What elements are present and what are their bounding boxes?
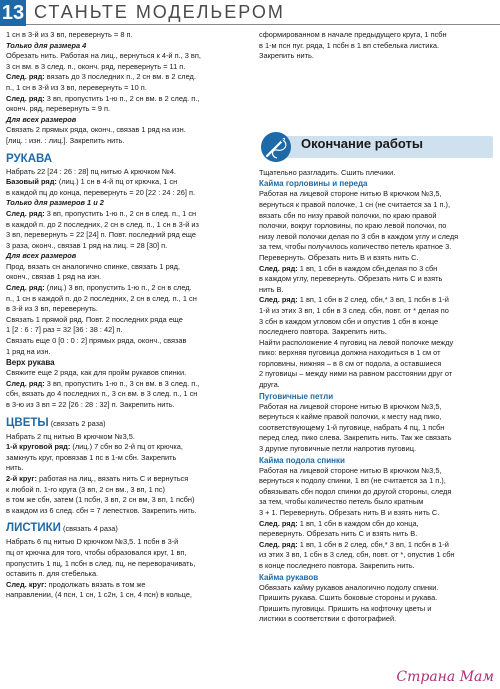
text-line: Связать 2 прямых ряда, оконч., связав 1 ряд на изн. — [6, 125, 186, 135]
text-line: в том же сбн, затем (1 псбн, 3 вп, 2 сн вм, 3 вп, 1 псбн) — [6, 495, 195, 505]
text-line: 1-й из этих 3 вп, 1 сбн в 3 след. сбн, повт. от * делая по — [259, 305, 449, 315]
text-line: вернуться к правой полочке, 1 сн (не считается за 1 п.), — [259, 199, 451, 209]
section-title: Окончание работы — [301, 135, 423, 151]
text-line: Закрепить нить. — [259, 51, 314, 61]
watermark: Страна Мам — [396, 669, 494, 685]
left-column — [6, 30, 246, 601]
text-line: Пришить рукава. Сшить боковые стороны и рукава. — [259, 593, 438, 603]
text-line: горловины, нижняя – в 8 см от подола, а оставшиеся — [259, 358, 442, 368]
text-line: в 3-ю из 3 вп = 22 [26 : 28 : 32] п. Закрепить нить. — [6, 400, 175, 409]
text-line: След. ряд: 1 вп, 1 сбн в 2 след. сбн,* 3 вп, 1 псбн в 1-й — [259, 295, 449, 305]
text-line: в конце последнего повтора. Закрепить нить. — [259, 560, 415, 570]
text-line: п., 1 сн в каждой п. до 2 последних, 2 сн в след. п., 1 сн — [6, 293, 197, 303]
text-line: в 3-й из 3 вп, перевернуть. — [6, 304, 98, 314]
text-line: в каждом углу, перевернуть. Обрезать нить С и взять — [259, 274, 443, 284]
text-line: вернуться к кайме правой полочки, к месту над пико, — [259, 412, 442, 422]
text-line: замкнуть круг, провязав 1 пс в 1-м сбн. Закрепить — [6, 452, 177, 462]
text-line: След. ряд: вязать до 3 последних п., 2 сн вм. в 2 след. — [6, 72, 196, 82]
text-line: оставить п. для стебелька. — [6, 569, 99, 579]
text-line: 3 вп, перевернуть = 22 [24] п. Повт. последний ряд еще — [6, 230, 197, 240]
needle-and-thread-icon — [259, 130, 293, 164]
size-note: Только для размера 4 — [6, 40, 87, 50]
text-line: перед след. пико слева. Закрепить нить. Так же связать — [259, 433, 452, 443]
page-title: СТАНЬТЕ МОДЕЛЬЕРОМ — [34, 2, 285, 22]
text-line: оконч. ряд, перевернуть = 9 п. — [6, 104, 111, 114]
text-line: Работая на лицевой стороне нитью В крючком №3,5, — [259, 401, 442, 411]
text-line: п., 1 сн в 3-й из 3 вп, перевернуть = 10 п. — [6, 82, 147, 92]
text-line: полочки, вокруг горловины, по краю левой полочки, по — [259, 221, 447, 231]
section-heading-rukava: РУКАВА — [6, 152, 53, 165]
text-line: След. ряд: (лиц.) 3 вп, пропустить 1-ю п., 2 сн в след. — [6, 283, 192, 293]
text-line: сформированном в начале предыдущего круга, 1 псбн — [259, 30, 447, 39]
text-line: нить В. — [259, 284, 284, 294]
text-line: пико: верхняя пуговица должна находиться в 1 см от — [259, 348, 441, 358]
text-line: След. ряд: 3 вп, пропустить 1-ю п., 2 сн вм. в 2 след. п., — [6, 93, 200, 103]
text-line: Набрать 6 пц нитью D крючком №3,5. 1 псбн в 3-й — [6, 537, 179, 547]
text-line: последнего повтора. Закрепить нить. — [259, 327, 387, 337]
text-line: След. ряд: 3 вп, пропустить 1-ю п., 3 сн вм. в 3 след. п., — [6, 378, 200, 388]
text-line: низу левой полочки делая по 3 сбн в каждом углу и следя — [259, 231, 459, 241]
text-line: Набрать 2 пц нитью В крючком №3,5. — [6, 431, 135, 441]
subheading-kayma-gorloviny: Кайма горловины и переда — [259, 179, 368, 189]
text-line: След. круг: продолжать вязать в том же — [6, 579, 146, 589]
text-line: сбн, вязать до 4 последних п., 3 сн вм. в 3 след. п., 1 сн — [6, 389, 198, 399]
text-line: Базовый ряд: (лиц.) 1 сн в 4-й пц от крючка, 1 сн — [6, 177, 178, 187]
text-line: в 1-м псн пуг. ряда, 1 псбн в 1 вп стебелька листика. — [259, 40, 439, 50]
text-line: направлении, (4 псн, 1 сн, 1 с2н, 1 сн, 4 псн) в кольце, — [6, 590, 192, 600]
text-line: пц от крючка для того, чтобы образовался круг, 1 вп, — [6, 547, 187, 557]
text-line: вязать сбн по низу правой полочки, по краю правой — [259, 210, 437, 220]
text-line: 1-й круговой ряд: (лиц.) 7 сбн во 2-й пц от крючка, — [6, 442, 183, 452]
text-line: След. ряд: 1 вп, 1 сбн в каждом сбн,делая по 3 сбн — [259, 263, 438, 273]
subheading-kayma-podola: Кайма подола спинки — [259, 455, 345, 465]
text-line: в каждой пц до конца, перевернуть = 20 [22 : 24 : 26] п. — [6, 187, 196, 197]
text-line: 3 сн вм. в 3 след. п., оконч. ряд, перевернуть = 11 п. — [6, 61, 186, 71]
text-line: 3 + 1. Перевернуть. Обрезать нить В и взять нить С. — [259, 508, 440, 517]
text-line: за тем, чтобы получилось количество петель кратное 3. — [259, 242, 452, 252]
section-banner — [259, 134, 497, 162]
header-rule — [26, 24, 500, 25]
text-line: 3 другие пуговичные петли напротив пуговиц. — [259, 444, 416, 454]
size-note: Для всех размеров — [6, 251, 77, 261]
text-line: Найти расположение 4 пуговиц на левой полочке между — [259, 337, 454, 347]
text-line: нить. — [6, 463, 24, 473]
text-line: След. ряд: 1 вп, 1 сбн в каждом сбн до конца, — [259, 518, 419, 528]
text-line: 1 ряд на изн. — [6, 346, 51, 356]
text-line: Прод. вязать сн аналогично спинке, связать 1 ряд, — [6, 261, 180, 271]
text-line: Связать еще 0 [0 : 0 : 2] прямых ряда, оконч., связав — [6, 336, 187, 346]
size-note: Для всех размеров — [6, 114, 77, 124]
text-line: След. ряд: 3 вп, пропустить 1-ю п., 2 сн в след. п., 1 сн — [6, 208, 197, 218]
text-line: обвязывать сбн подол спинки до другой стороны, следя — [259, 486, 452, 496]
size-note: Только для размеров 1 и 2 — [6, 198, 104, 208]
text-line: Тщательно разгладить. Сшить плечики. — [259, 167, 396, 177]
text-line: Свяжите еще 2 ряда, как для пройм рукавов спинки. — [6, 368, 187, 378]
text-line: 2 пуговицы – между ними на равном расстоянии друг от — [259, 369, 453, 379]
right-column — [259, 30, 497, 625]
text-line: 1 [2 : 6 : 7] раз = 32 [36 : 38 : 42] п. — [6, 325, 123, 335]
text-line: Работая на лицевой стороне нитью В крючком №3,5, — [259, 465, 442, 475]
text-line: пропустить 1 пц, 1 псбн в след. пц, не переворачивать, — [6, 558, 196, 568]
text-line: друга. — [259, 380, 280, 390]
subheading-verh: Верх рукава — [6, 358, 55, 368]
text-line: соответствующему 1-й пуговице, набрать 4 пц, 1 псбн — [259, 422, 445, 432]
text-line: за тем, чтобы количество петель было кратным — [259, 497, 424, 507]
text-line: След. ряд: 1 вп, 1 сбн в 2 след. сбн,* 3 вп, 1 псбн в 1-й — [259, 539, 449, 549]
text-line: 2-й круг: работая на лиц., вязать нить С и вернуться — [6, 473, 189, 483]
text-line: Обвязать кайму рукавов аналогично подолу спинки. — [259, 582, 439, 592]
text-line: [лиц. : изн. : лиц.]. Закрепить нить. — [6, 135, 125, 145]
text-line: в каждой п. до 2 последних, 2 сн в след. п., 1 сн в 3-й из — [6, 219, 199, 229]
text-line: 1 сн в 3-й из 3 вп, перевернуть = 8 п. — [6, 30, 133, 39]
text-line: листики в соответствии с фотографией. — [259, 614, 397, 624]
text-line: Пришить пуговицы. Пришить на кофточку цветы и — [259, 603, 432, 613]
text-line: Работая на лицевой стороне нитью В крючком №3,5, — [259, 189, 442, 199]
section-heading-cvety: ЦВЕТЫ (связать 2 раза) — [6, 416, 106, 429]
page-number: 13 — [1, 2, 25, 24]
subheading-pugovichnye-petli: Пуговичные петли — [259, 391, 334, 401]
text-line: Обрезать нить. Работая на лиц., вернуться к 4-й п., 3 вп, — [6, 51, 201, 61]
text-line: Перевернуть. Обрезать нить В и взять нить С. — [259, 252, 419, 262]
page-header — [0, 0, 500, 26]
text-line: Связать 1 прямой ряд. Повт. 2 последних ряда еще — [6, 314, 183, 324]
text-line: к любой п. 1-го круга (3 вп, 2 сн вм., 3 вп, 1 пс) — [6, 484, 165, 494]
section-heading-listiki: ЛИСТИКИ (связать 4 раза) — [6, 522, 118, 535]
text-line: оконч., связав 1 ряд на изн. — [6, 272, 102, 282]
text-line: из этих 3 вп, 1 сбн в 3 след. сбн, повт. от *, опустив 1 сбн — [259, 550, 455, 560]
text-line: Набрать 22 [24 : 26 : 28] пц нитью А крючком №4. — [6, 166, 176, 176]
text-line: 3 сбн в каждом угловом сбн и опустив 1 сбн в конце — [259, 316, 439, 326]
text-line: 3 раза, оконч., связав 1 ряд на лиц. = 28 [30] п. — [6, 240, 168, 250]
subheading-kayma-rukavov: Кайма рукавов — [259, 572, 319, 582]
text-line: перевернуть. Обрезать нить С и взять нить В. — [259, 529, 418, 539]
text-line: в каждом из 6 след. сбн = 7 лепестков. Закрепить нить. — [6, 505, 197, 515]
text-line: вернуться к подолу спинки, 1 вп (не считается за 1 п.), — [259, 476, 446, 486]
